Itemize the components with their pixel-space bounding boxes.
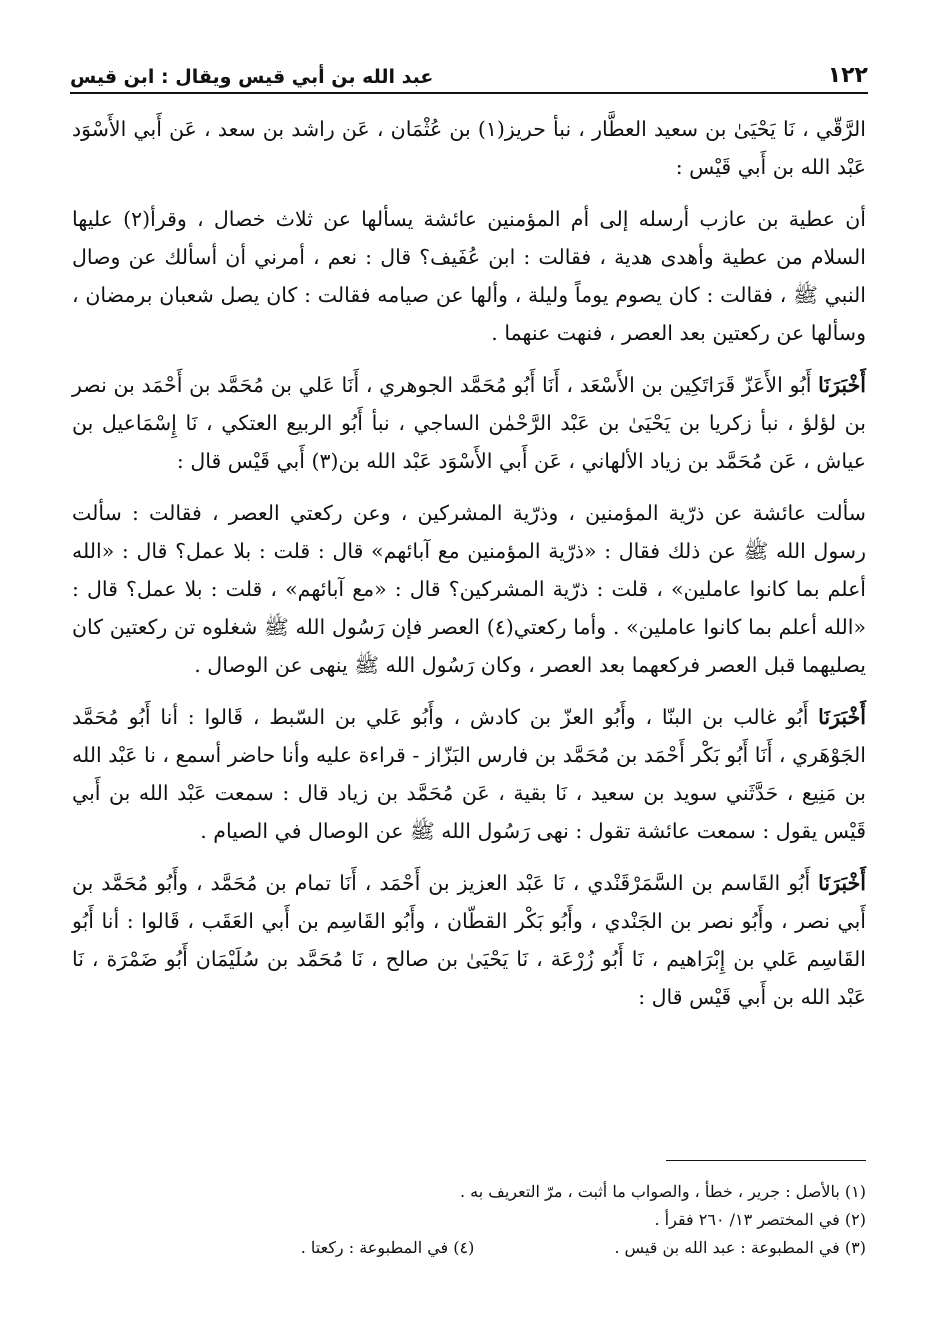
footnote-divider [666, 1160, 866, 1161]
paragraph-lead: أَخْبَرَنَا [818, 705, 866, 729]
paragraph-text: الرَّقّي ، نَا يَحْيَىٰ بن سعيد العطَّار ، نبأ حريز(١) بن عُثْمَان ، عَن راشد بن سعد ، عَن أَبي الأَسْوَد عَبْد الله بن أَبي قَيْس : [72, 117, 866, 179]
page-header [70, 56, 868, 94]
footnote-row [72, 1234, 866, 1262]
paragraph-lead: أَخْبَرَنَا [818, 373, 866, 397]
paragraph-text: أن عطية بن عازب أرسله إلى أم المؤمنين عائشة يسألها عن ثلاث خصال ، وقرأ(٢) عليها السلام من عطية وأهدى هدية ، فقالت : ابن عُفَيف؟ قال : نعم ، أمرني أن أسألك عن وصال النبي ﷺ ، فقالت : كان يصوم يوماً وليلة ، وألها عن صيامه فقالت : كان يصل شعبان برمضان ، وسألها عن ركعتين بعد العصر ، فنهت عنهما . [72, 207, 866, 345]
paragraph-text: أَبُو القَاسم بن السَّمَرْقَنْدي ، نَا عَبْد العزيز بن أَحْمَد ، أَنَا تمام بن مُحَمَّد ، وأَبُو مُحَمَّد بن أَبي نصر ، وأَبُو نصر بن الجَنْدي ، وأَبُو بَكْر القطّان ، وأَبُو القَاسِم بن أَبي العَقَب ، قَالوا : أنا أَبُو القَاسِم عَلي بن إِبْرَاهيم ، نَا أَبُو زُرْعَة ، نَا يَحْيَىٰ بن صالح ، نَا مُحَمَّد بن سُلَيْمَان أَبُو ضَمْرَة ، نَا عَبْد الله بن أَبي قَيْس قال : [72, 871, 866, 1009]
footnote-3: (٣) في المطبوعة : عبد الله بن قيس . [614, 1238, 866, 1257]
paragraph-1 [72, 110, 866, 186]
paragraph-5 [72, 698, 866, 850]
footnotes [72, 1178, 866, 1262]
paragraph-3 [72, 366, 866, 480]
footnote-2: (٢) في المختصر ١٣/ ٢٦٠ فقرأ . [654, 1210, 866, 1229]
paragraph-text: أَبُو الأَعَزّ قَرَاتَكِين بن الأَسْعَد ، أَنَا أَبُو مُحَمَّد الجوهري ، أَنَا عَلي بن مُحَمَّد بن أَحْمَد بن نصر بن لؤلؤ ، نبأ زكريا بن يَحْيَىٰ بن عَبْد الرَّحْمٰن الساجي ، نبأ أَبُو الربيع العتكي ، نَا إِسْمَاعيل بن عياش ، عَن مُحَمَّد بن زياد الألهاني ، عَن أَبي الأَسْوَد عَبْد الله بن(٣) أَبي قَيْس قال : [72, 373, 866, 473]
paragraph-6 [72, 864, 866, 1016]
paragraph-lead: أَخْبَرَنَا [818, 871, 866, 895]
footnote-1: (١) بالأصل : جرير ، خطأ ، والصواب ما أثبت ، مرّ التعريف به . [459, 1182, 866, 1201]
running-title: عبد الله بن أبي قيس ويقال : ابن قيس [70, 66, 434, 88]
page-body [72, 110, 866, 1030]
paragraph-2 [72, 200, 866, 352]
paragraph-text: سألت عائشة عن ذرّية المؤمنين ، وذرّية المشركين ، وعن ركعتي العصر ، فقالت : سألت رسول الله ﷺ عن ذلك فقال : «ذرّية المؤمنين مع آبائهم» قال : قلت : بلا عمل؟ قال : «الله أعلم بما كانوا عاملين» ، قلت : ذرّية المشركين؟ قال : «مع آبائهم» ، قلت : بلا عمل؟ قال : «الله أعلم بما كانوا عاملين» . وأما ركعتي(٤) العصر فإن رَسُول الله ﷺ شغلوه تن ركعتين كان يصليهما قبل العصر فركعهما بعد العصر ، وكان رَسُول الله ﷺ ينهى عن الوصال . [72, 501, 866, 677]
page-number: ١٢٢ [827, 63, 868, 88]
paragraph-4 [72, 494, 866, 684]
footnote-4: (٤) في المطبوعة : ركعتا . [300, 1238, 475, 1257]
paragraph-text: أَبُو غالب بن البنّا ، وأَبُو العزّ بن كادش ، وأَبُو عَلي بن السّبط ، قَالوا : أنا أَبُو مُحَمَّد الجَوْهَري ، أَنَا أَبُو بَكْر أَحْمَد بن مُحَمَّد بن فارس البَزّاز - قراءة عليه وأنا حاضر أسمع ، نا عَبْد الله بن مَنِيع ، حَدَّثَني سويد بن سعيد ، نَا بقية ، عَن مُحَمَّد بن زياد قال : سمعت عَبْد الله بن أَبي قَيْس يقول : سمعت عائشة تقول : نهى رَسُول الله ﷺ عن الوصال في الصيام . [72, 705, 866, 843]
